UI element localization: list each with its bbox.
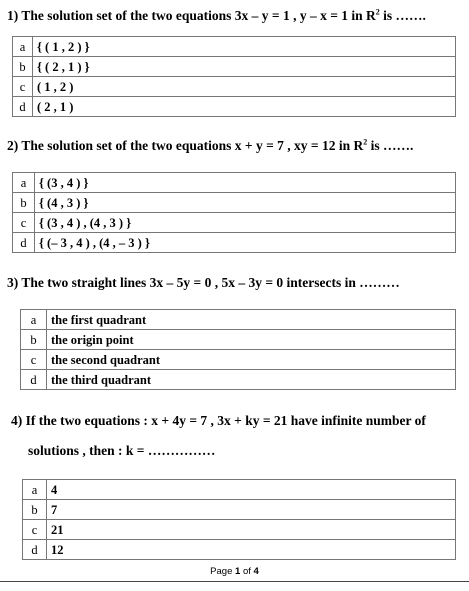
- question-3-options-table: [20, 309, 456, 390]
- option-letter: d: [13, 233, 35, 253]
- option-row[interactable]: [21, 370, 456, 390]
- option-row[interactable]: [23, 540, 456, 560]
- option-letter: d: [13, 97, 33, 117]
- option-value: { ( 1 , 2 ) }: [33, 37, 456, 57]
- option-value: the third quadrant: [47, 370, 456, 390]
- option-row[interactable]: [13, 213, 456, 233]
- option-letter: a: [23, 480, 47, 500]
- option-letter: c: [23, 520, 47, 540]
- option-row[interactable]: [23, 520, 456, 540]
- option-value: 21: [47, 520, 456, 540]
- option-letter: b: [13, 193, 35, 213]
- option-value: 12: [47, 540, 456, 560]
- option-letter: a: [13, 173, 35, 193]
- question-1-main: 1) The solution set of the two equations 3x – y = 1 , y – x = 1 in R: [7, 8, 376, 23]
- option-value: 4: [47, 480, 456, 500]
- question-3-main: 3) The two straight lines 3x – 5y = 0 , 5x – 3y = 0 intersects in ………: [7, 275, 400, 290]
- question-4-text-line2: [28, 443, 215, 459]
- option-value: the origin point: [47, 330, 456, 350]
- option-row[interactable]: [23, 500, 456, 520]
- question-2-superscript: 2: [363, 137, 368, 147]
- question-1-tail: is …….: [379, 8, 426, 23]
- question-4-text-line1: [11, 413, 426, 429]
- option-letter: c: [21, 350, 47, 370]
- page-of: of: [242, 566, 251, 577]
- option-row[interactable]: [13, 37, 456, 57]
- question-2-tail: is …….: [367, 138, 414, 153]
- option-value: the second quadrant: [47, 350, 456, 370]
- option-row[interactable]: [21, 350, 456, 370]
- question-4-continuation: solutions , then : k = ……………: [28, 443, 216, 458]
- question-1-superscript: 2: [375, 7, 380, 17]
- question-2-main: 2) The solution set of the two equations x + y = 7 , xy = 12 in R: [7, 138, 364, 153]
- option-value: ( 2 , 1 ): [33, 97, 456, 117]
- page-current: 1: [235, 566, 241, 577]
- option-row[interactable]: [21, 310, 456, 330]
- question-2-options-table: [12, 172, 456, 253]
- page-total: 4: [253, 566, 259, 577]
- question-3-text: [7, 275, 400, 291]
- option-row[interactable]: [13, 57, 456, 77]
- question-1-text: [7, 8, 426, 24]
- option-value: { ( 2 , 1 ) }: [33, 57, 456, 77]
- option-value: the first quadrant: [47, 310, 456, 330]
- question-4-options-table: [22, 479, 456, 560]
- page-number: [0, 566, 469, 577]
- option-row[interactable]: [13, 77, 456, 97]
- option-row[interactable]: [13, 173, 456, 193]
- option-value: { (– 3 , 4 ) , (4 , – 3 ) }: [35, 233, 456, 253]
- question-4-main: 4) If the two equations : x + 4y = 7 , 3x + ky = 21 have infinite number of: [11, 413, 426, 428]
- option-letter: c: [13, 213, 35, 233]
- option-letter: d: [23, 540, 47, 560]
- option-row[interactable]: [13, 233, 456, 253]
- option-value: { (4 , 3 ) }: [35, 193, 456, 213]
- option-letter: a: [21, 310, 47, 330]
- option-row[interactable]: [23, 480, 456, 500]
- option-value: 7: [47, 500, 456, 520]
- page-word: Page: [210, 566, 233, 577]
- option-letter: d: [21, 370, 47, 390]
- option-row[interactable]: [13, 193, 456, 213]
- option-row[interactable]: [13, 97, 456, 117]
- option-letter: c: [13, 77, 33, 97]
- option-row[interactable]: [21, 330, 456, 350]
- option-letter: b: [23, 500, 47, 520]
- option-letter: a: [13, 37, 33, 57]
- question-1-options-table: [12, 36, 456, 117]
- question-2-text: [7, 138, 413, 154]
- option-letter: b: [13, 57, 33, 77]
- option-value: { (3 , 4 ) , (4 , 3 ) }: [35, 213, 456, 233]
- footer-divider: [0, 581, 469, 582]
- option-value: ( 1 , 2 ): [33, 77, 456, 97]
- option-letter: b: [21, 330, 47, 350]
- option-value: { (3 , 4 ) }: [35, 173, 456, 193]
